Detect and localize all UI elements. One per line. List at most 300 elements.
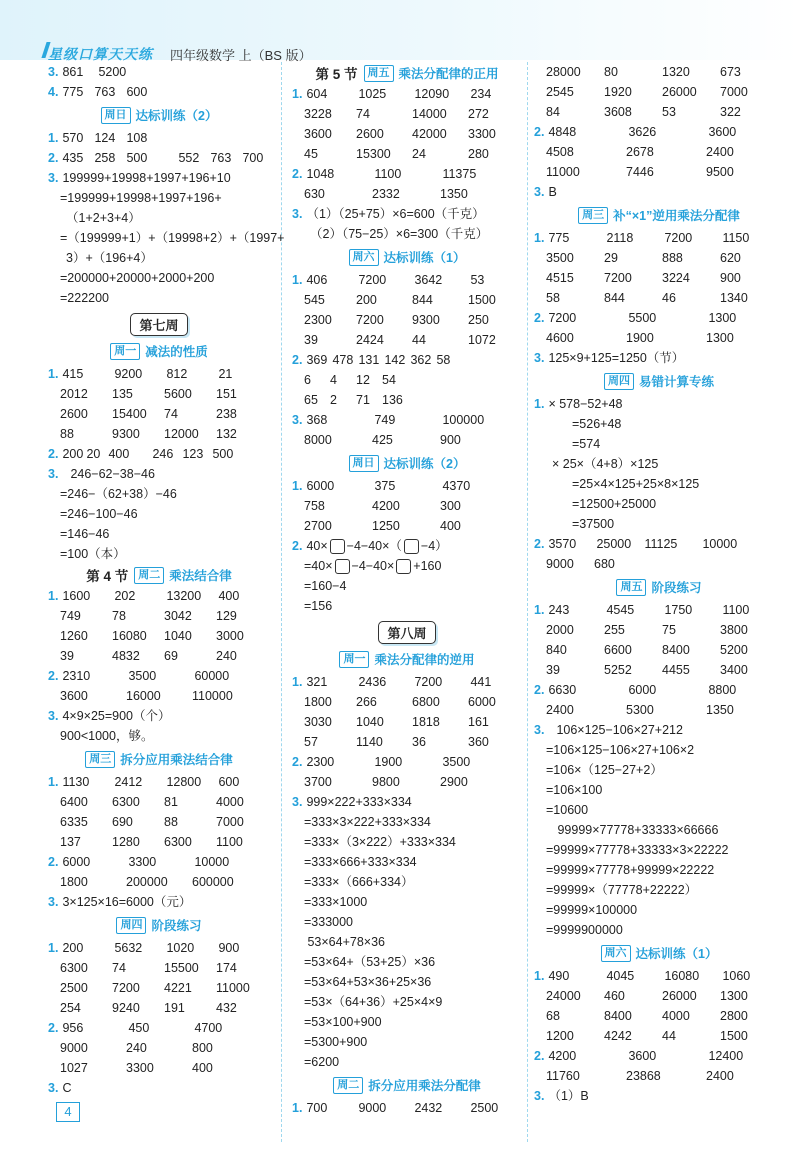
answer-cell: 3600 — [304, 127, 332, 141]
answer-cell: 2600 — [356, 127, 384, 141]
answer-line — [292, 1012, 522, 1032]
question-number: 1. — [292, 87, 303, 101]
answer-row — [534, 554, 784, 574]
answer-row — [534, 328, 784, 348]
answer-line — [292, 932, 522, 952]
answer-cells — [546, 660, 764, 680]
answer-cells — [546, 1006, 764, 1026]
answer-cell: 600000 — [192, 875, 234, 889]
answer-column-1 — [48, 62, 285, 1098]
answer-cell: 1800 — [304, 695, 332, 709]
question-number: 2. — [48, 1021, 59, 1035]
answer-cells — [60, 384, 256, 404]
answer-cells — [62, 62, 138, 82]
answer-text: 999×222+333×334 — [306, 795, 412, 809]
answer-cell: 3000 — [216, 629, 244, 643]
answer-cell: 151 — [216, 387, 237, 401]
answer-cell: 1800 — [60, 875, 88, 889]
answer-text: 900<1000，够。 — [60, 729, 154, 743]
answer-cell: 763 — [210, 151, 232, 165]
answer-cells — [304, 516, 510, 536]
answer-line — [292, 1032, 522, 1052]
answer-cell: 3300 — [128, 855, 157, 869]
answer-row — [534, 228, 784, 248]
answer-cell: 68 — [546, 1009, 560, 1023]
answer-cells — [62, 586, 258, 606]
answer-cell: 1818 — [412, 715, 440, 729]
answer-cell: 200 — [356, 293, 377, 307]
answer-row — [48, 872, 270, 892]
answer-cells — [304, 496, 510, 516]
answer-cells — [546, 700, 776, 720]
answer-cell: 71 — [356, 393, 370, 407]
answer-row — [292, 164, 522, 184]
answer-cell: 16000 — [126, 689, 161, 703]
day-tag: 周二 — [333, 1077, 363, 1094]
answer-cell: 7200 — [356, 313, 384, 327]
subsection-title: 拆分应用乘法分配律 — [368, 1079, 481, 1093]
answer-cell: 24000 — [546, 989, 581, 1003]
answer-cell: 900 — [720, 271, 741, 285]
answer-cell: 3300 — [468, 127, 496, 141]
day-tag: 周五 — [616, 579, 646, 596]
answer-line — [48, 228, 285, 248]
answer-line — [292, 204, 522, 224]
answer-cell: 45 — [304, 147, 318, 161]
answer-cell: 600 — [126, 85, 148, 99]
section-title: 乘法分配律的正用 — [398, 67, 499, 81]
answer-cell: 490 — [548, 969, 570, 983]
day-tag: 周四 — [604, 373, 634, 390]
subsection-heading — [534, 942, 784, 964]
answer-line — [534, 348, 784, 368]
answer-row — [292, 104, 522, 124]
answer-text: 99999×77778+33333×66666 — [554, 823, 719, 837]
answer-row — [292, 712, 522, 732]
answer-cell: 6400 — [60, 795, 88, 809]
answer-cell: 1260 — [60, 629, 88, 643]
question-number: 1. — [292, 675, 303, 689]
subsection-heading — [48, 748, 270, 770]
answer-cell: 238 — [216, 407, 237, 421]
answer-cell: 54 — [382, 373, 396, 387]
answer-cells — [62, 852, 264, 872]
answer-cell: 1750 — [664, 603, 693, 617]
subsection-title: 阶段练习 — [151, 919, 202, 933]
question-number: 3. — [534, 185, 545, 199]
answer-cell: 29 — [604, 251, 618, 265]
question-number: 3. — [48, 65, 59, 79]
answer-cell: 2436 — [358, 675, 387, 689]
answer-cell: 12800 — [166, 775, 202, 789]
answer-line — [534, 394, 784, 414]
answer-cell: 1900 — [626, 331, 654, 345]
answer-row — [48, 626, 270, 646]
answer-cell: 12400 — [708, 1049, 744, 1063]
answer-row — [292, 350, 522, 370]
section-heading — [292, 62, 522, 84]
answer-cells — [306, 752, 512, 772]
section-heading — [48, 564, 270, 586]
answer-cells — [60, 686, 262, 706]
answer-cell: 15400 — [112, 407, 147, 421]
answer-cell: 3228 — [304, 107, 332, 121]
answer-cell: 78 — [112, 609, 126, 623]
answer-text: 125×9+125=1250（节） — [548, 351, 685, 365]
answer-row — [534, 248, 784, 268]
answer-cells — [306, 270, 510, 290]
answer-cell: 435 — [62, 151, 84, 165]
answer-cells — [62, 128, 158, 148]
answer-row — [534, 62, 784, 82]
answer-line — [292, 576, 522, 596]
answer-line — [534, 780, 784, 800]
week-label: 第八周 — [378, 621, 435, 644]
blank-box — [330, 539, 345, 554]
answer-cell: 9300 — [412, 313, 440, 327]
answer-cell: 1020 — [166, 941, 195, 955]
answer-cell: 3608 — [604, 105, 632, 119]
answer-cell: 749 — [60, 609, 81, 623]
answer-cell: 1280 — [112, 835, 140, 849]
answer-cell: 763 — [94, 85, 116, 99]
answer-line — [48, 504, 270, 524]
answer-text: =333×（666+334） — [304, 875, 414, 889]
answer-cell: 673 — [720, 65, 741, 79]
answer-cell: 1130 — [62, 775, 90, 789]
answer-cell: 700 — [306, 1101, 328, 1115]
question-number: 3. — [292, 413, 303, 427]
answer-cell: 9000 — [546, 557, 574, 571]
answer-line — [292, 812, 522, 832]
answer-cell: 1100 — [216, 835, 243, 849]
answer-cells — [546, 1066, 776, 1086]
answer-line — [48, 544, 270, 564]
brand-title: 星级口算天天练 — [48, 46, 153, 62]
answer-cells — [546, 620, 764, 640]
answer-cells — [546, 554, 642, 574]
answer-cells — [304, 124, 508, 144]
answer-cell: 4515 — [546, 271, 574, 285]
answer-cells — [548, 680, 778, 700]
answer-cells — [546, 640, 764, 660]
answer-cell: 3626 — [628, 125, 657, 139]
answer-cell: 28000 — [546, 65, 581, 79]
answer-cell: 570 — [62, 131, 84, 145]
answer-row — [534, 162, 784, 182]
answer-cell: 7000 — [720, 85, 748, 99]
answer-row — [48, 646, 270, 666]
answer-text: （2）（75−25）×6=300（千克） — [310, 227, 489, 241]
subsection-heading — [292, 246, 522, 268]
answer-cells — [60, 1058, 262, 1078]
answer-cell: 11375 — [442, 167, 477, 181]
answer-cells — [546, 986, 764, 1006]
answer-cell: 321 — [306, 675, 328, 689]
answer-cell: 250 — [468, 313, 489, 327]
answer-cell: 604 — [306, 87, 328, 101]
answer-cell: 44 — [412, 333, 426, 347]
subsection-heading — [292, 648, 522, 670]
subsection-title: 达标训练（2） — [135, 109, 218, 123]
answer-cell: 14000 — [412, 107, 447, 121]
answer-cell: 406 — [306, 273, 328, 287]
answer-row — [534, 268, 784, 288]
subsection-heading — [292, 452, 522, 474]
answer-row — [534, 700, 784, 720]
answer-text: =12500+25000 — [572, 497, 657, 511]
answer-row — [48, 148, 270, 168]
answer-cell: 9000 — [60, 1041, 88, 1055]
answer-text: −4−40×（ — [346, 539, 402, 553]
answer-cell: 26000 — [662, 989, 697, 1003]
answer-cell: 3600 — [708, 125, 737, 139]
answer-cell: 53 — [662, 105, 676, 119]
answer-cells — [304, 290, 508, 310]
answer-cell: 1040 — [164, 629, 192, 643]
answer-line — [534, 474, 784, 494]
answer-cell: 5200 — [98, 65, 127, 79]
question-number: 1. — [48, 941, 59, 955]
answer-text: =53×64+53×36+25×36 — [304, 975, 432, 989]
answer-text: =99999×77778+33333×3×22222 — [546, 843, 729, 857]
answer-row — [292, 410, 522, 430]
question-number: 1. — [534, 603, 545, 617]
answer-cell: 39 — [60, 649, 74, 663]
answer-cell: 6300 — [112, 795, 140, 809]
answer-cell: 5252 — [604, 663, 632, 677]
answer-cells — [304, 732, 508, 752]
answer-cell: 1340 — [720, 291, 748, 305]
answer-cell: 360 — [468, 735, 489, 749]
answer-cell: 425 — [372, 433, 393, 447]
answer-cell: 8400 — [604, 1009, 632, 1023]
answer-row — [292, 144, 522, 164]
answer-cell: 10000 — [194, 855, 230, 869]
day-tag: 周六 — [349, 249, 379, 266]
answer-cell: 1900 — [374, 755, 403, 769]
answer-cell: 58 — [436, 353, 451, 367]
answer-cell: 1072 — [468, 333, 496, 347]
answer-row — [292, 672, 522, 692]
answer-cell: 812 — [166, 367, 188, 381]
answer-cells — [304, 772, 510, 792]
section-label: 第 5 节 — [315, 67, 358, 82]
answer-cell: 135 — [112, 387, 133, 401]
answer-text: =526+48 — [572, 417, 622, 431]
answer-cell: 132 — [216, 427, 237, 441]
answer-cells — [60, 1038, 262, 1058]
answer-line — [48, 524, 270, 544]
answer-row — [48, 666, 270, 686]
answer-line — [534, 720, 784, 740]
answer-cell: 12 — [356, 373, 370, 387]
answer-cells — [548, 600, 766, 620]
answer-line — [48, 208, 270, 228]
subsection-title: 达标训练（1） — [635, 947, 718, 961]
answer-cell: 4200 — [548, 1049, 577, 1063]
answer-row — [534, 1066, 784, 1086]
answer-cell: 844 — [604, 291, 625, 305]
answer-text: =222200 — [60, 291, 110, 305]
question-number: 2. — [48, 151, 59, 165]
answer-cell: 234 — [470, 87, 492, 101]
answer-cell: 6300 — [164, 835, 192, 849]
answer-cell: 4 — [330, 373, 337, 387]
answer-row — [48, 1058, 270, 1078]
answer-cells — [548, 1046, 778, 1066]
answer-cell: 3500 — [128, 669, 157, 683]
answer-cell: 15500 — [164, 961, 199, 975]
answer-cell: 20 — [86, 447, 101, 461]
answer-cell: 5500 — [628, 311, 657, 325]
answer-row — [534, 288, 784, 308]
question-number: 2. — [292, 755, 303, 769]
answer-cell: 8400 — [662, 643, 690, 657]
answer-row — [534, 680, 784, 700]
answer-cell: 3600 — [60, 689, 88, 703]
answer-cell: 6335 — [60, 815, 88, 829]
week-heading — [292, 618, 522, 646]
answer-cell: 441 — [470, 675, 492, 689]
answer-cell: 2012 — [60, 387, 88, 401]
answer-cell: 200 — [62, 447, 84, 461]
answer-cells — [60, 832, 256, 852]
question-number: 1. — [534, 231, 545, 245]
answer-cell: 620 — [720, 251, 741, 265]
answer-row — [534, 1006, 784, 1026]
answer-cell: 4200 — [372, 499, 400, 513]
answer-row — [292, 430, 522, 450]
answer-cell: 88 — [164, 815, 178, 829]
answer-line — [48, 288, 270, 308]
answer-line — [48, 484, 270, 504]
answer-line — [534, 880, 784, 900]
answer-cell: 9200 — [114, 367, 143, 381]
question-number: 3. — [534, 1089, 545, 1103]
answer-cells — [62, 364, 258, 384]
subsection-heading — [48, 104, 270, 126]
answer-text: =160−4 — [304, 579, 347, 593]
answer-cell: 4508 — [546, 145, 574, 159]
answer-text: （1）B — [548, 1089, 589, 1103]
answer-row — [48, 444, 270, 464]
answer-cell: 2678 — [626, 145, 654, 159]
question-number: 1. — [48, 367, 59, 381]
answer-cell: 2600 — [60, 407, 88, 421]
answer-cell: 9500 — [706, 165, 734, 179]
answer-cell: 552 — [178, 151, 200, 165]
day-tag: 周二 — [134, 567, 164, 584]
answer-row — [48, 586, 270, 606]
question-number: 2. — [534, 683, 545, 697]
answer-cell: 12000 — [164, 427, 199, 441]
answer-line — [534, 920, 784, 940]
answer-cells — [304, 310, 508, 330]
answer-cells — [546, 142, 776, 162]
answer-row — [48, 812, 270, 832]
answer-cells — [60, 812, 256, 832]
answer-cell: 900 — [440, 433, 461, 447]
answer-cell: 775 — [548, 231, 570, 245]
answer-row — [48, 978, 270, 998]
answer-row — [534, 1026, 784, 1046]
answer-cells — [60, 424, 256, 444]
answer-row — [534, 122, 784, 142]
answer-row — [534, 534, 784, 554]
answer-cell: 8800 — [708, 683, 737, 697]
week-label: 第七周 — [130, 313, 187, 336]
answer-text: 3×125×16=6000（元） — [62, 895, 192, 909]
answer-row — [48, 686, 270, 706]
answer-cell: 861 — [62, 65, 84, 79]
answer-cells — [546, 288, 764, 308]
answer-cells — [546, 102, 764, 122]
answer-cell: 700 — [242, 151, 264, 165]
answer-text: =40× — [304, 559, 333, 573]
answer-cell: 39 — [304, 333, 318, 347]
answer-cells — [304, 184, 510, 204]
answer-cells — [548, 308, 778, 328]
answer-cells — [304, 370, 408, 390]
answer-cell: 6 — [304, 373, 311, 387]
answer-cell: 2332 — [372, 187, 400, 201]
answer-cell: 6000 — [306, 479, 335, 493]
answer-cell: 500 — [126, 151, 148, 165]
answer-cell: 1140 — [356, 735, 383, 749]
answer-text: C — [62, 1081, 72, 1095]
answer-text: =53×64+（53+25）×36 — [304, 955, 436, 969]
answer-cells — [304, 330, 508, 350]
answer-line — [292, 992, 522, 1012]
answer-cell: 136 — [382, 393, 403, 407]
section-label: 第 4 节 — [86, 569, 129, 584]
answer-cell: 900 — [218, 941, 240, 955]
answer-cells — [306, 476, 512, 496]
subsection-title: 减法的性质 — [145, 345, 208, 359]
answer-cell: 142 — [384, 353, 406, 367]
answer-cell: 75 — [662, 623, 676, 637]
answer-cell: 1350 — [706, 703, 734, 717]
answer-cell: 3700 — [304, 775, 332, 789]
question-number: 1. — [534, 397, 545, 411]
answer-text: =156 — [304, 599, 333, 613]
answer-cell: 690 — [112, 815, 133, 829]
answer-cell: 1500 — [720, 1029, 748, 1043]
answer-cell: 53 — [470, 273, 485, 287]
answer-text: =106×125−106×27+106×2 — [546, 743, 695, 757]
answer-cells — [546, 62, 764, 82]
answer-cell: 2118 — [606, 231, 634, 245]
answer-line — [534, 820, 784, 840]
answer-cell: 375 — [374, 479, 396, 493]
answer-text: =53×（64+36）+25×4×9 — [304, 995, 443, 1009]
answer-cell: 368 — [306, 413, 328, 427]
answer-cell: 81 — [164, 795, 178, 809]
answer-cell: 7200 — [112, 981, 140, 995]
answer-cell: 137 — [60, 835, 81, 849]
answer-cell: 630 — [304, 187, 325, 201]
answer-cell: 200 — [62, 941, 84, 955]
answer-cell: 2412 — [114, 775, 143, 789]
answer-text: =99999×（77778+22222） — [546, 883, 698, 897]
answer-cells — [62, 666, 264, 686]
answer-cell: 255 — [604, 623, 625, 637]
answer-cell: 6600 — [604, 643, 632, 657]
answer-cells — [546, 162, 776, 182]
answer-row — [48, 364, 270, 384]
answer-text: 4×9×25=900（个） — [62, 709, 171, 723]
